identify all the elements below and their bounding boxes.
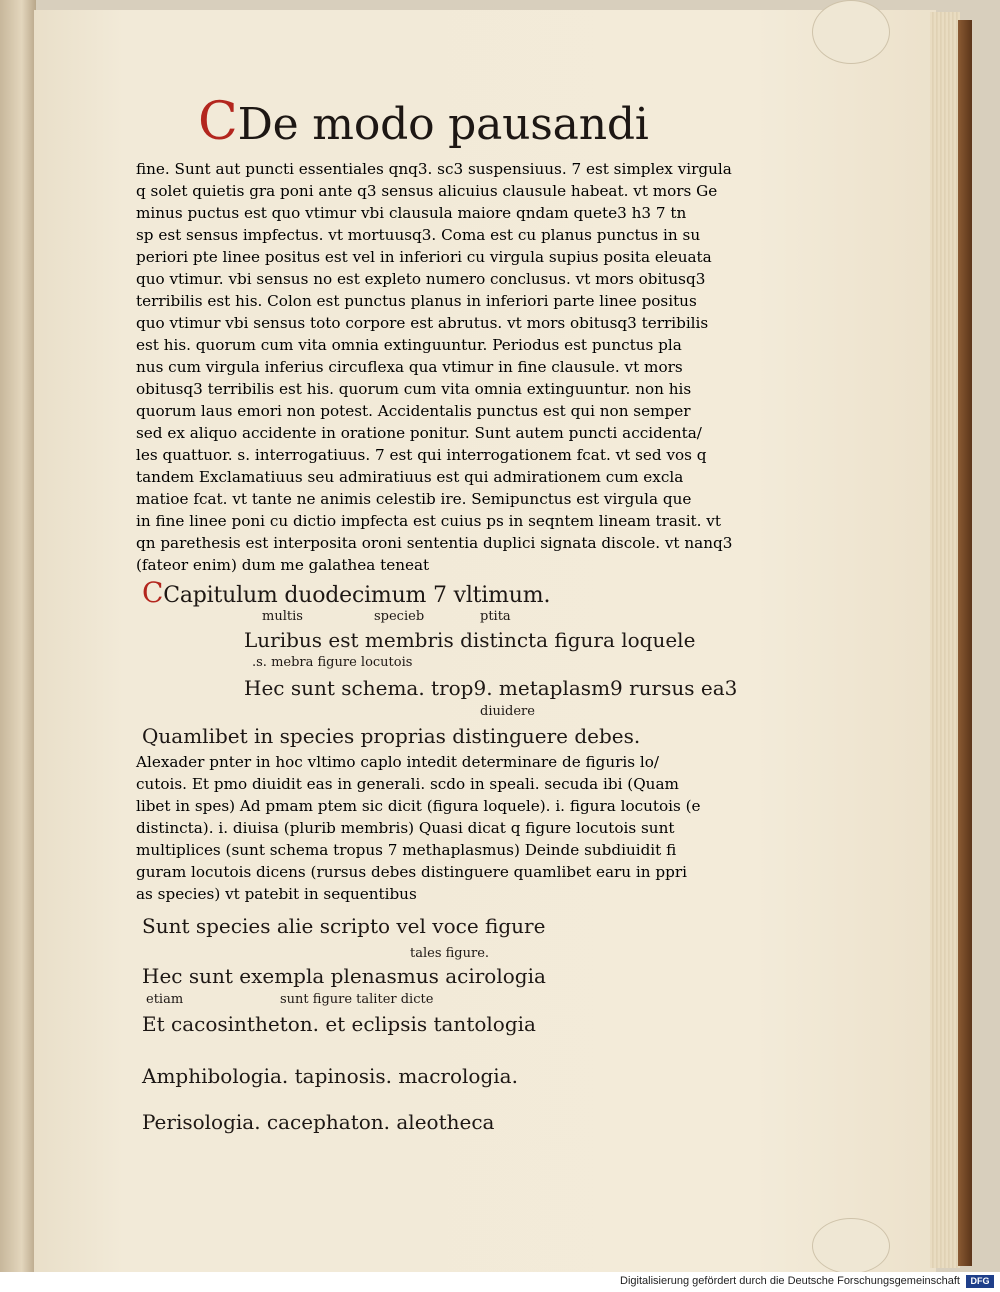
- interlinear-gloss: sunt figure taliter dicte: [280, 992, 434, 1007]
- dfg-logo: DFG: [966, 1275, 994, 1288]
- body-line: fine. Sunt aut puncti essentiales qnq3. sc3 suspensiuus. 7 est simplex virgula: [136, 160, 732, 178]
- body-line: q solet quietis gra poni ante q3 sensus alicuius clausule habeat. vt mors Ge: [136, 182, 718, 200]
- book-cover-edge: [958, 20, 972, 1266]
- body-line: quo vtimur vbi sensus toto corpore est abrutus. vt mors obitusq3 terribilis: [136, 314, 709, 332]
- commentary-line: libet in spes) Ad pmam ptem sic dicit (figura loquele). i. figura locutois (e: [136, 797, 701, 815]
- chapter-initial: C: [142, 576, 164, 609]
- footer-bar: [0, 1272, 1000, 1292]
- binding-hole-top: [812, 0, 890, 64]
- funding-credit: Digitalisierung gefördert durch die Deutsche Forschungsgemeinschaft: [620, 1275, 960, 1287]
- interlinear-gloss: ptita: [480, 609, 511, 624]
- verse-line: Sunt species alie scripto vel voce figure: [142, 914, 546, 938]
- verse-line: Et cacosintheton. et eclipsis tantologia: [142, 1012, 536, 1036]
- body-line: in fine linee poni cu dictio impfecta est cuius ps in seqntem lineam trasit. vt: [136, 512, 721, 530]
- chapter-heading: [142, 576, 550, 609]
- body-line: (fateor enim) dum me galathea teneat: [136, 556, 430, 574]
- commentary-line: as species) vt patebit in sequentibus: [136, 885, 417, 903]
- body-line: les quattuor. s. interrogatiuus. 7 est qui interrogationem fcat. vt sed vos q: [136, 446, 707, 464]
- body-line: sed ex aliquo accidente in oratione ponitur. Sunt autem puncti accidenta/: [136, 424, 702, 442]
- verse-line: Amphibologia. tapinosis. macrologia.: [142, 1064, 518, 1088]
- verse-line: Luribus est membris distincta figura loquele: [244, 628, 696, 652]
- interlinear-gloss: specieb: [374, 609, 425, 624]
- interlinear-gloss: diuidere: [480, 704, 535, 719]
- body-line: nus cum virgula inferius circuflexa qua vtimur in fine clausule. vt mors: [136, 358, 683, 376]
- interlinear-gloss: .s. mebra figure locutois: [252, 655, 413, 670]
- binding-hole-bottom: [812, 1218, 890, 1274]
- body-line: quo vtimur. vbi sensus no est expleto numero conclusus. vt mors obitusq3: [136, 270, 706, 288]
- body-line: matioe fcat. vt tante ne animis celestib ire. Semipunctus est virgula que: [136, 490, 692, 508]
- body-line: minus puctus est quo vtimur vbi clausula maiore qndam quete3 h3 7 tn: [136, 204, 687, 222]
- chapter-title: Capitulum duodecimum 7 vltimum.: [163, 583, 551, 608]
- heading-initial: C: [198, 92, 238, 152]
- body-line: obitusq3 terribilis est his. quorum cum vita omnia extinguuntur. non his: [136, 380, 692, 398]
- body-line: periori pte linee positus est vel in inferiori cu virgula supius posita eleuata: [136, 248, 712, 266]
- commentary-line: distincta). i. diuisa (plurib membris) Quasi dicat q figure locutois sunt: [136, 819, 675, 837]
- page-stack-edge: [930, 12, 960, 1268]
- interlinear-gloss: multis: [262, 609, 303, 624]
- page-heading: [198, 92, 649, 152]
- heading-text: De modo pausandi: [237, 99, 649, 150]
- body-line: tandem Exclamatiuus seu admiratiuus est qui admirationem cum excla: [136, 468, 684, 486]
- verse-line: Hec sunt exempla plenasmus acirologia: [142, 964, 546, 988]
- verse-line: Quamlibet in species proprias distinguere debes.: [142, 724, 641, 748]
- commentary-line: multiplices (sunt schema tropus 7 methaplasmus) Deinde subdiuidit fi: [136, 841, 677, 859]
- verse-line: Perisologia. cacephaton. aleotheca: [142, 1110, 495, 1134]
- body-line: qn parethesis est interposita oroni sententia duplici signata discole. vt nanq3: [136, 534, 733, 552]
- verse-line: Hec sunt schema. trop9. metaplasm9 rursus ea3: [244, 676, 738, 700]
- commentary-line: cutois. Et pmo diuidit eas in generali. scdo in speali. secuda ibi (Quam: [136, 775, 679, 793]
- body-line: quorum laus emori non potest. Accidentalis punctus est qui non semper: [136, 402, 691, 420]
- facing-page-edge: [0, 0, 36, 1272]
- commentary-line: Alexader pnter in hoc vltimo caplo intedit determinare de figuris lo/: [136, 753, 660, 771]
- interlinear-gloss: etiam: [146, 992, 184, 1007]
- commentary-line: guram locutois dicens (rursus debes distinguere quamlibet earu in ppri: [136, 863, 687, 881]
- body-line: terribilis est his. Colon est punctus planus in inferiori parte linee positus: [136, 292, 697, 310]
- body-line: sp est sensus impfectus. vt mortuusq3. Coma est cu planus punctus in su: [136, 226, 701, 244]
- body-line: est his. quorum cum vita omnia extinguuntur. Periodus est punctus pla: [136, 336, 682, 354]
- interlinear-gloss: tales figure.: [410, 946, 490, 961]
